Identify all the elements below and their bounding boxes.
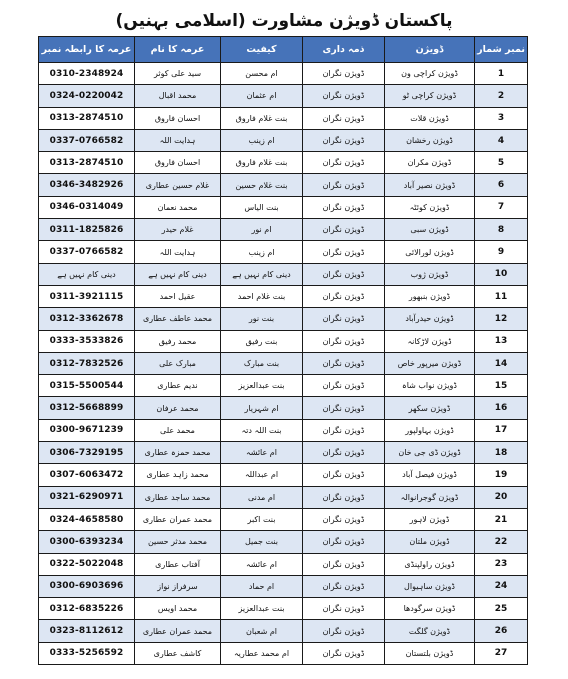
cell-contact: 0312-6835226 — [39, 598, 135, 620]
cell-serial: 27 — [475, 642, 528, 664]
cell-division: ڈویژن ژوب — [385, 263, 475, 285]
cell-name: محمد عرفان — [135, 397, 221, 419]
table-row — [39, 419, 528, 441]
table-row — [39, 63, 528, 85]
table-row — [39, 352, 528, 374]
header-division: ڈویژن — [385, 37, 475, 63]
cell-duty: ڈویژن نگران — [303, 85, 385, 107]
cell-serial: 24 — [475, 575, 528, 597]
cell-name: محمد حمزہ عطاری — [135, 442, 221, 464]
cell-division: ڈویژن مکران — [385, 152, 475, 174]
cell-serial: 25 — [475, 598, 528, 620]
cell-contact: 0311-3921115 — [39, 285, 135, 307]
cell-serial: 22 — [475, 531, 528, 553]
cell-division: ڈویژن فیصل آباد — [385, 464, 475, 486]
cell-division: ڈویژن بنبھور — [385, 285, 475, 307]
cell-role: بنت غلام فاروق — [221, 152, 303, 174]
cell-contact: 0323-8112612 — [39, 620, 135, 642]
cell-division: ڈویژن گلگت — [385, 620, 475, 642]
cell-contact: 0346-3482926 — [39, 174, 135, 196]
table-header-row — [39, 37, 528, 63]
header-serial: نمبر شمار — [475, 37, 528, 63]
cell-name: محمد رفیق — [135, 330, 221, 352]
cell-contact: 0337-0766582 — [39, 241, 135, 263]
cell-name: محمد عمران عطاری — [135, 620, 221, 642]
cell-serial: 2 — [475, 85, 528, 107]
cell-division: ڈویژن ڈی جی خان — [385, 442, 475, 464]
cell-name: احسان فاروق — [135, 107, 221, 129]
cell-serial: 19 — [475, 464, 528, 486]
cell-serial: 7 — [475, 196, 528, 218]
cell-serial: 12 — [475, 308, 528, 330]
cell-name: محمد اویس — [135, 598, 221, 620]
cell-role: بنت غلام احمد — [221, 285, 303, 307]
cell-role: بنت اکبر — [221, 508, 303, 530]
cell-contact: 0312-7832526 — [39, 352, 135, 374]
cell-name: آفتاب عطاری — [135, 553, 221, 575]
cell-contact: 0300-6903696 — [39, 575, 135, 597]
cell-duty: ڈویژن نگران — [303, 330, 385, 352]
cell-duty: ڈویژن نگران — [303, 174, 385, 196]
cell-contact: 0324-0220042 — [39, 85, 135, 107]
table-row — [39, 531, 528, 553]
cell-contact: 0311-1825826 — [39, 219, 135, 241]
cell-division: ڈویژن لاڑکانہ — [385, 330, 475, 352]
cell-division: ڈویژن گوجرانوالہ — [385, 486, 475, 508]
cell-duty: ڈویژن نگران — [303, 642, 385, 664]
cell-contact: 0306-7329195 — [39, 442, 135, 464]
cell-role: بنت غلام حسین — [221, 174, 303, 196]
cell-duty: ڈویژن نگران — [303, 598, 385, 620]
cell-duty: ڈویژن نگران — [303, 575, 385, 597]
table-row — [39, 285, 528, 307]
table-row — [39, 486, 528, 508]
cell-serial: 9 — [475, 241, 528, 263]
table-row — [39, 263, 528, 285]
cell-division: ڈویژن کراچی ٹو — [385, 85, 475, 107]
cell-serial: 5 — [475, 152, 528, 174]
cell-role: بنت مبارک — [221, 352, 303, 374]
cell-name: محمد ساجد عطاری — [135, 486, 221, 508]
cell-role: ام مدنی — [221, 486, 303, 508]
cell-duty: ڈویژن نگران — [303, 553, 385, 575]
cell-division: ڈویژن لاہور — [385, 508, 475, 530]
table-row — [39, 129, 528, 151]
cell-duty: ڈویژن نگران — [303, 63, 385, 85]
cell-role: دینی کام نہیں ہے — [221, 263, 303, 285]
table-row — [39, 196, 528, 218]
cell-contact: 0321-6290971 — [39, 486, 135, 508]
table-row — [39, 219, 528, 241]
cell-duty: ڈویژن نگران — [303, 620, 385, 642]
cell-name: احسان فاروق — [135, 152, 221, 174]
cell-contact: 0300-6393234 — [39, 531, 135, 553]
cell-division: ڈویژن بہاولپور — [385, 419, 475, 441]
cell-contact: 0346-0314049 — [39, 196, 135, 218]
cell-serial: 17 — [475, 419, 528, 441]
cell-division: ڈویژن ملتان — [385, 531, 475, 553]
header-duty: ذمہ داری — [303, 37, 385, 63]
cell-serial: 21 — [475, 508, 528, 530]
header-contact: عرمہ کا رابطہ نمبر — [39, 37, 135, 63]
cell-serial: 14 — [475, 352, 528, 374]
cell-role: ام عائشہ — [221, 442, 303, 464]
cell-name: دینی کام نہیں ہے — [135, 263, 221, 285]
cell-name: عقیل احمد — [135, 285, 221, 307]
table-row — [39, 642, 528, 664]
table-row — [39, 152, 528, 174]
cell-name: سید علی کوثر — [135, 63, 221, 85]
cell-name: محمد علی — [135, 419, 221, 441]
cell-serial: 26 — [475, 620, 528, 642]
cell-contact: 0313-2874510 — [39, 152, 135, 174]
cell-role: بنت عبدالعزیز — [221, 598, 303, 620]
cell-contact: 0310-2348924 — [39, 63, 135, 85]
cell-name: غلام حیدر — [135, 219, 221, 241]
cell-role: ام نور — [221, 219, 303, 241]
cell-name: مبارک علی — [135, 352, 221, 374]
table-row — [39, 442, 528, 464]
cell-duty: ڈویژن نگران — [303, 129, 385, 151]
cell-role: ام محسن — [221, 63, 303, 85]
cell-division: ڈویژن حیدرآباد — [385, 308, 475, 330]
cell-role: بنت جمیل — [221, 531, 303, 553]
cell-contact: 0322-5022048 — [39, 553, 135, 575]
cell-role: بنت الیاس — [221, 196, 303, 218]
cell-division: ڈویژن بلتستان — [385, 642, 475, 664]
cell-division: ڈویژن کوئٹہ — [385, 196, 475, 218]
cell-serial: 20 — [475, 486, 528, 508]
cell-serial: 3 — [475, 107, 528, 129]
table-row — [39, 241, 528, 263]
cell-contact: 0300-9671239 — [39, 419, 135, 441]
cell-name: محمد نعمان — [135, 196, 221, 218]
cell-name: ہدایت اللہ — [135, 241, 221, 263]
table-row — [39, 308, 528, 330]
division-table — [38, 36, 528, 665]
header-role: کیفیت — [221, 37, 303, 63]
cell-division: ڈویژن میرپور خاص — [385, 352, 475, 374]
cell-contact: دینی کام نہیں ہے — [39, 263, 135, 285]
cell-duty: ڈویژن نگران — [303, 241, 385, 263]
cell-contact: 0307-6063472 — [39, 464, 135, 486]
cell-division: ڈویژن رخشان — [385, 129, 475, 151]
cell-duty: ڈویژن نگران — [303, 107, 385, 129]
cell-role: ام شہریار — [221, 397, 303, 419]
cell-contact: 0312-3362678 — [39, 308, 135, 330]
page-title: پاکستان ڈویژن مشاورت (اسلامی بہنیں) — [115, 11, 453, 31]
table-row — [39, 620, 528, 642]
cell-division: ڈویژن قلات — [385, 107, 475, 129]
cell-contact: 0315-5500544 — [39, 375, 135, 397]
cell-name: محمد زاہد عطاری — [135, 464, 221, 486]
cell-name: کاشف عطاری — [135, 642, 221, 664]
cell-name: سرفراز نواز — [135, 575, 221, 597]
table-row — [39, 598, 528, 620]
cell-serial: 11 — [475, 285, 528, 307]
cell-role: ام عثمان — [221, 85, 303, 107]
cell-contact: 0324-4658580 — [39, 508, 135, 530]
cell-duty: ڈویژن نگران — [303, 219, 385, 241]
cell-division: ڈویژن راولپنڈی — [385, 553, 475, 575]
cell-duty: ڈویژن نگران — [303, 442, 385, 464]
cell-contact: 0337-0766582 — [39, 129, 135, 151]
cell-division: ڈویژن لورالائی — [385, 241, 475, 263]
cell-duty: ڈویژن نگران — [303, 352, 385, 374]
cell-role: ام عبداللہ — [221, 464, 303, 486]
cell-duty: ڈویژن نگران — [303, 486, 385, 508]
cell-role: بنت اللہ دتہ — [221, 419, 303, 441]
table-row — [39, 397, 528, 419]
cell-contact: 0333-3533826 — [39, 330, 135, 352]
cell-duty: ڈویژن نگران — [303, 397, 385, 419]
cell-role: بنت عبدالعزیز — [221, 375, 303, 397]
cell-name: محمد مدثر حسین — [135, 531, 221, 553]
cell-serial: 13 — [475, 330, 528, 352]
cell-division: ڈویژن سکھر — [385, 397, 475, 419]
cell-serial: 16 — [475, 397, 528, 419]
cell-role: ام حماد — [221, 575, 303, 597]
cell-role: ام شعبان — [221, 620, 303, 642]
cell-division: ڈویژن نصیر آباد — [385, 174, 475, 196]
cell-role: ام عائشہ — [221, 553, 303, 575]
header-name: عرمہ کا نام — [135, 37, 221, 63]
cell-serial: 1 — [475, 63, 528, 85]
cell-name: غلام حسین عطاری — [135, 174, 221, 196]
cell-duty: ڈویژن نگران — [303, 263, 385, 285]
cell-duty: ڈویژن نگران — [303, 152, 385, 174]
cell-contact: 0312-5668899 — [39, 397, 135, 419]
table-row — [39, 508, 528, 530]
cell-division: ڈویژن سرگودھا — [385, 598, 475, 620]
cell-division: ڈویژن ساہیوال — [385, 575, 475, 597]
cell-name: محمد اقبال — [135, 85, 221, 107]
cell-role: ام محمد عطاریہ — [221, 642, 303, 664]
cell-name: محمد عمران عطاری — [135, 508, 221, 530]
cell-duty: ڈویژن نگران — [303, 531, 385, 553]
table-row — [39, 575, 528, 597]
cell-duty: ڈویژن نگران — [303, 464, 385, 486]
cell-name: ہدایت اللہ — [135, 129, 221, 151]
cell-division: ڈویژن کراچی ون — [385, 63, 475, 85]
cell-division: ڈویژن سبی — [385, 219, 475, 241]
cell-duty: ڈویژن نگران — [303, 375, 385, 397]
table-row — [39, 85, 528, 107]
cell-division: ڈویژن نواب شاہ — [385, 375, 475, 397]
cell-duty: ڈویژن نگران — [303, 285, 385, 307]
cell-contact: 0313-2874510 — [39, 107, 135, 129]
cell-role: بنت غلام فاروق — [221, 107, 303, 129]
table-row — [39, 464, 528, 486]
table-row — [39, 330, 528, 352]
cell-duty: ڈویژن نگران — [303, 508, 385, 530]
cell-serial: 10 — [475, 263, 528, 285]
table-row — [39, 107, 528, 129]
cell-serial: 15 — [475, 375, 528, 397]
cell-serial: 18 — [475, 442, 528, 464]
table-row — [39, 375, 528, 397]
cell-serial: 4 — [475, 129, 528, 151]
cell-role: بنت رفیق — [221, 330, 303, 352]
cell-serial: 6 — [475, 174, 528, 196]
cell-role: ام زینب — [221, 129, 303, 151]
cell-contact: 0333-5256592 — [39, 642, 135, 664]
cell-role: بنت نور — [221, 308, 303, 330]
cell-role: ام زینب — [221, 241, 303, 263]
cell-serial: 23 — [475, 553, 528, 575]
cell-name: محمد عاطف عطاری — [135, 308, 221, 330]
cell-duty: ڈویژن نگران — [303, 196, 385, 218]
cell-duty: ڈویژن نگران — [303, 419, 385, 441]
cell-duty: ڈویژن نگران — [303, 308, 385, 330]
table-row — [39, 553, 528, 575]
table-row — [39, 174, 528, 196]
cell-name: ندیم عطاری — [135, 375, 221, 397]
cell-serial: 8 — [475, 219, 528, 241]
